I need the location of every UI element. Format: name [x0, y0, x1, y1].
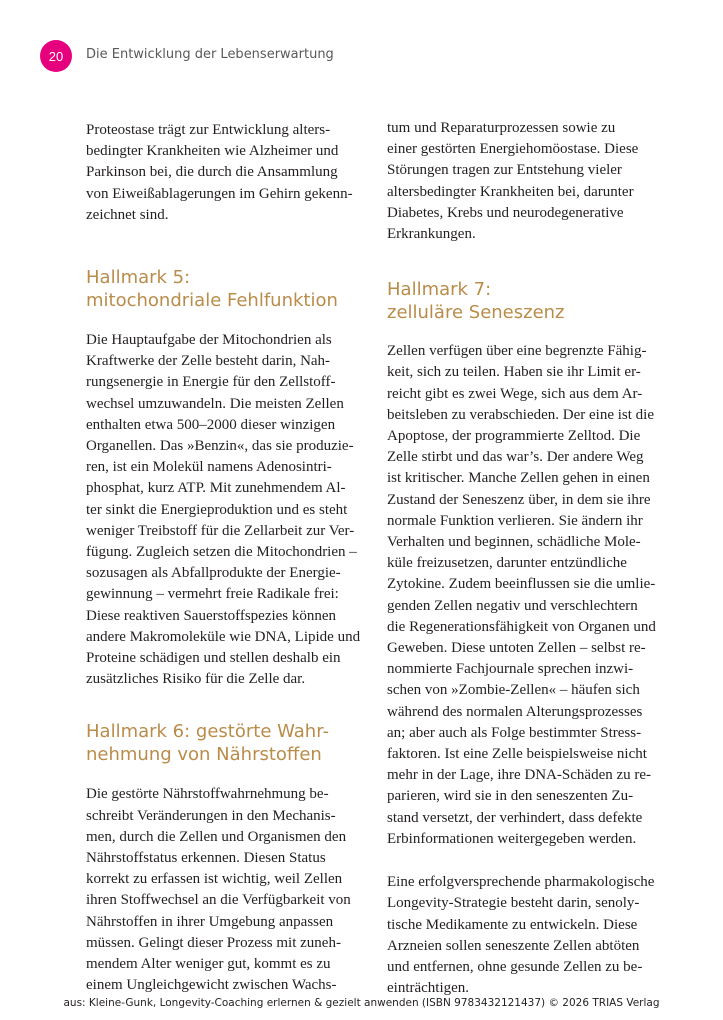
text-line: Zustand der Seneszenz über, in dem sie ihre	[387, 491, 651, 508]
intro-paragraph	[86, 120, 351, 226]
text-line: parieren, wird sie in den seneszenten Zu-	[387, 788, 634, 805]
text-line: einträchtigen.	[387, 980, 470, 997]
text-line: schen von »Zombie-Zellen« – häufen sich	[387, 682, 640, 699]
text-line: zelluläre Seneszenz	[387, 302, 565, 324]
text-line: Zellen verfügen über eine begrenzte Fähig-	[387, 343, 647, 360]
text-line: Störungen tragen zur Entstehung vieler	[387, 162, 622, 179]
text-line: rungsenergie in Energie für den Zellstoff-	[86, 374, 336, 391]
text-line: schreibt Veränderungen in den Mechanis-	[86, 807, 336, 824]
text-line: küle freizusetzen, darunter entzündliche	[387, 555, 627, 572]
text-line: nommierte Fachjournale sprechen inzwi-	[387, 661, 634, 678]
text-line: Arzneien sollen seneszente Zellen abtöten	[387, 937, 640, 954]
right-column	[387, 118, 659, 999]
continuation-paragraph	[387, 118, 659, 245]
text-line: Erbinformationen weitergegeben werden.	[387, 830, 637, 847]
footer-citation: aus: Kleine-Gunk, Longevity-Coaching erlernen & gezielt anwenden (ISBN 9783432121437) © 2026 TRIAS Verlag	[63, 997, 660, 1009]
text-line: von Eiweißablagerungen im Gehirn gekenn-	[86, 185, 353, 202]
text-line: zusätzliches Risiko für die Zelle dar.	[86, 671, 306, 688]
text-line: einem Ungleichgewicht zwischen Wachs-	[86, 977, 337, 994]
text-line: Longevity-Strategie besteht darin, senoly-	[387, 895, 640, 912]
text-line: sozusagen als Abfallprodukte der Energie-	[86, 565, 341, 582]
text-line: Diabetes, Krebs und neurodegenerative	[387, 204, 624, 221]
text-line: enthalten etwa 500–2000 dieser winzigen	[86, 416, 336, 433]
text-line: Die gestörte Nährstoffwahrnehmung be-	[86, 786, 329, 803]
running-title: Die Entwicklung der Lebenserwartung	[86, 47, 334, 62]
text-line: faktoren. Ist eine Zelle beispielsweise nicht	[387, 746, 647, 763]
text-line: Hallmark 7:	[387, 279, 492, 301]
text-line: an; aber auch als Folge bestimmter Stress-	[387, 724, 642, 741]
strategy-paragraph	[387, 872, 659, 999]
page-number-badge	[40, 40, 72, 72]
text-line: Hallmark 5:	[86, 267, 191, 289]
text-line: Proteine schädigen und stellen deshalb ein	[86, 650, 341, 667]
text-line: Die Hauptaufgabe der Mitochondrien als	[86, 332, 332, 349]
text-line: mehr in der Lage, ihre DNA-Schäden zu re-	[387, 767, 652, 784]
text-line: Verhalten und beginnen, schädliche Mole-	[387, 534, 641, 551]
text-line: Zytokine. Zudem beeinflussen sie die umlie-	[387, 576, 656, 593]
hallmark7-paragraph	[387, 341, 659, 850]
text-line: Parkinson bei, die durch die Ansammlung	[86, 164, 338, 181]
text-line: einer gestörten Energiehomöostase. Diese	[387, 141, 639, 158]
text-line: Kraftwerke der Zelle besteht darin, Nah-	[86, 353, 331, 370]
text-line: tum und Reparaturprozessen sowie zu	[387, 120, 616, 136]
text-line: Hallmark 6: gestörte Wahr-	[86, 721, 329, 743]
text-line: Proteostase trägt zur Entwicklung alters-	[86, 122, 331, 138]
text-line: korrekt zu erfassen ist wichtig, weil Zellen	[86, 871, 343, 888]
hallmark7-heading	[387, 278, 659, 324]
left-column	[86, 120, 361, 997]
text-line: Diese reaktiven Sauerstoffspezies können	[86, 607, 337, 624]
page-number: 20	[48, 48, 64, 64]
text-line: altersbedingter Krankheiten bei, darunter	[387, 183, 634, 200]
text-line: Zelle stirbt und das war’s. Der andere Weg	[387, 449, 644, 466]
text-line: mendem Alter weniger gut, kommt es zu	[86, 956, 331, 973]
text-line: nehmung von Nährstoffen	[86, 744, 322, 766]
text-line: fügung. Zugleich setzen die Mitochondrien –	[86, 544, 357, 561]
text-line: Nährstoffstatus erkennen. Diesen Status	[86, 850, 326, 867]
text-line: weniger Treibstoff für die Zellarbeit zur Ver-	[86, 522, 355, 539]
hallmark6-paragraph	[86, 784, 351, 996]
text-line: reicht gibt es zwei Wege, sich aus dem Ar-	[387, 385, 643, 402]
text-line: genden Zellen negativ und verschlechtern	[387, 597, 638, 614]
hallmark5-heading	[86, 266, 351, 312]
text-line: bedingter Krankheiten wie Alzheimer und	[86, 143, 339, 160]
text-line: ter sinkt die Energieproduktion und es steht	[86, 501, 348, 518]
text-line: stand versetzt, der verhindert, dass defekte	[387, 809, 643, 826]
text-line: keit, sich zu teilen. Haben sie ihr Limit er-	[387, 364, 641, 381]
text-line: ihren Stoffwechsel an die Verfügbarkeit von	[86, 892, 351, 909]
text-line: Organellen. Das »Benzin«, das sie produzie-	[86, 438, 354, 455]
text-line: beitsleben zu verabschieden. Der eine ist die	[387, 406, 654, 423]
text-line: andere Makromoleküle wie DNA, Lipide und	[86, 628, 361, 645]
text-line: Erkrankungen.	[387, 226, 476, 243]
text-line: die Regenerationsfähigkeit von Organen und	[387, 618, 656, 635]
text-line: gewinnung – vermehrt freie Radikale frei:	[86, 586, 339, 603]
text-line: men, durch die Zellen und Organismen den	[86, 828, 347, 845]
text-line: Geweben. Diese untoten Zellen – selbst re-	[387, 640, 646, 657]
text-line: Apoptose, der programmierte Zelltod. Die	[387, 428, 641, 445]
text-line: phosphat, kurz ATP. Mit zunehmendem Al-	[86, 480, 346, 497]
text-line: Eine erfolgversprechende pharmakologische	[387, 874, 655, 891]
text-line: wechsel umzuwandeln. Die meisten Zellen	[86, 395, 344, 412]
text-line: Nährstoffen in ihrer Umgebung anpassen	[86, 913, 334, 930]
hallmark6-heading	[86, 720, 351, 766]
text-line: und entfernen, ohne gesunde Zellen zu be-	[387, 958, 643, 975]
text-line: mitochondriale Fehlfunktion	[86, 290, 338, 312]
hallmark5-paragraph	[86, 330, 361, 690]
text-line: normale Funktion verlieren. Sie ändern ihr	[387, 512, 643, 529]
text-line: tische Medikamente zu entwickeln. Diese	[387, 916, 638, 933]
text-line: während des normalen Alterungsprozesses	[387, 703, 643, 720]
text-line: zeichnet sind.	[86, 206, 169, 223]
text-line: müssen. Gelingt dieser Prozess mit zuneh-	[86, 934, 341, 951]
text-line: ist kritischer. Manche Zellen gehen in einen	[387, 470, 650, 487]
text-line: ren, ist ein Molekül namens Adenosintri-	[86, 459, 332, 476]
